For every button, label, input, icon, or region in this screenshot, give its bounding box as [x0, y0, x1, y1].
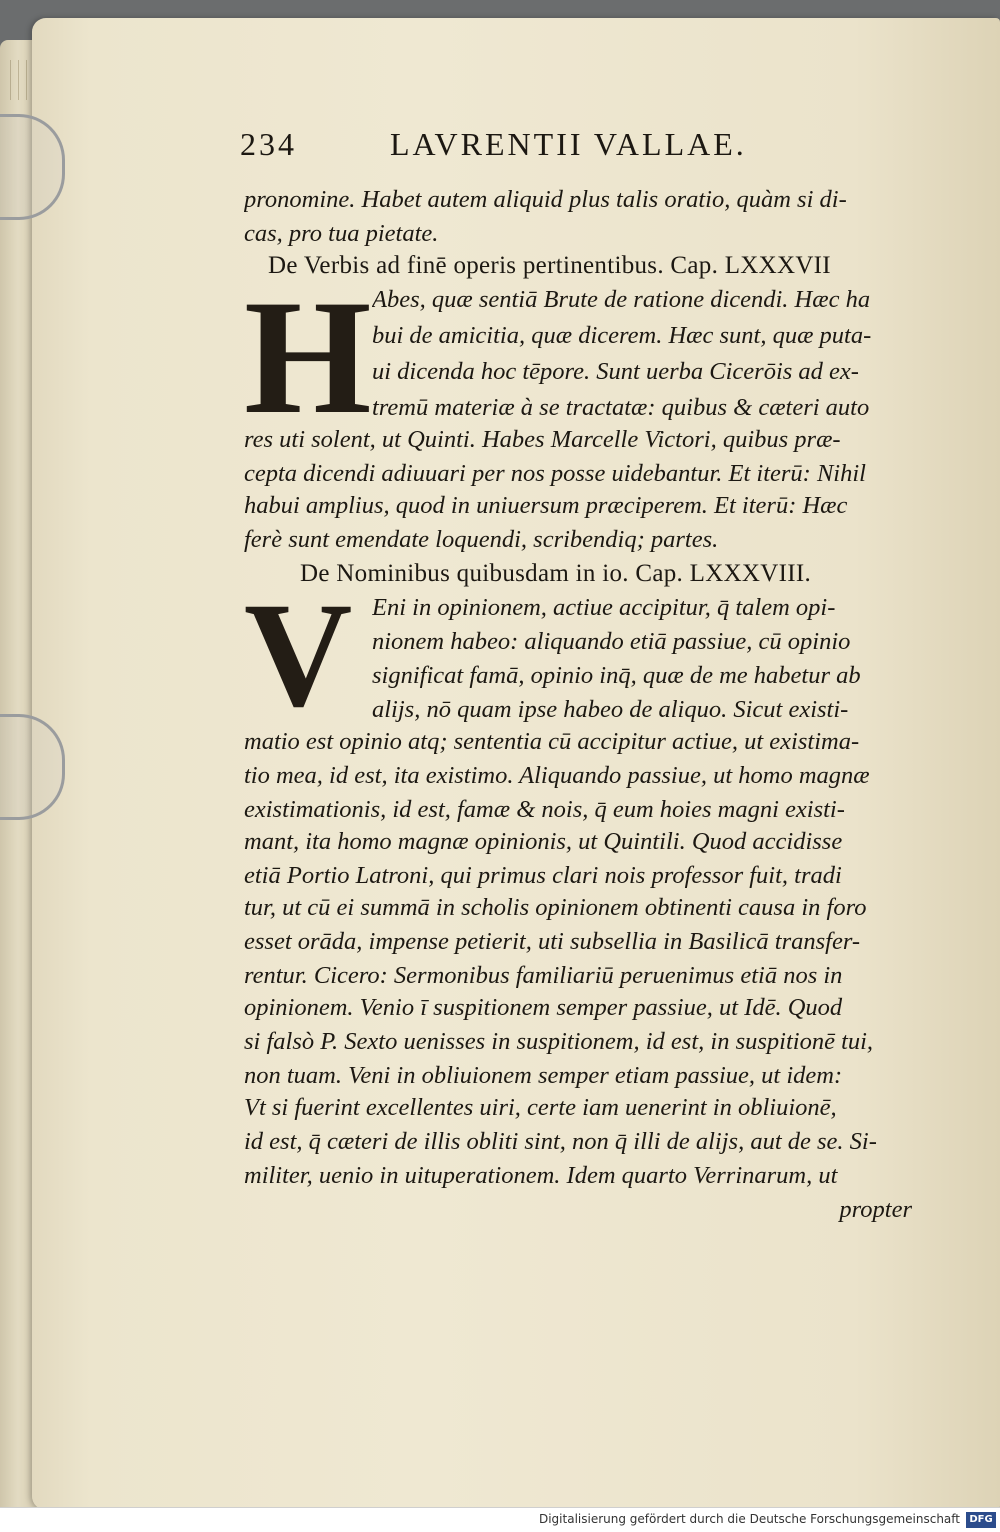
- text-line: Abes, quæ sentiā Brute de ratione dicendi. Hæc ha: [372, 286, 871, 313]
- text-line: militer, uenio in uituperationem. Idem quarto Verrinarum, ut: [244, 1162, 838, 1189]
- text-line: nionem habeo: aliquando etiā passiue, cū opinio: [372, 628, 851, 655]
- text-line: Eni in opinionem, actiue accipitur, q̄ talem opi-: [372, 594, 836, 621]
- drop-capital-h: H: [244, 267, 372, 448]
- text-line: significat famā, opinio inq̄, quæ de me habetur ab: [372, 662, 861, 689]
- page-number: 234: [240, 126, 297, 162]
- text-line: cas, pro tua pietate.: [244, 220, 439, 247]
- text-line: etiā Portio Latroni, qui primus clari nois professor fuit, tradi: [244, 862, 842, 889]
- text-line: esset orāda, impense petierit, uti subsellia in Basilicā transfer-: [244, 928, 861, 955]
- text-line: Vt si fuerint excellentes uiri, certe iam uenerint in obliuionē,: [244, 1094, 837, 1121]
- text-line: ui dicenda hoc tēpore. Sunt uerba Cicerōis ad ex-: [372, 358, 859, 385]
- text-line: tremū materiæ à se tractatæ: quibus & cæteri auto: [372, 394, 870, 421]
- text-line: matio est opinio atq; sententia cū accipitur actiue, ut existima-: [244, 728, 860, 755]
- text-line: alijs, nō quam ipse habeo de aliquo. Sicut existi-: [372, 696, 849, 723]
- footer-credit: Digitalisierung gefördert durch die Deutsche Forschungsgemeinschaft: [538, 1512, 960, 1526]
- text-line: existimationis, id est, famæ & nois, q̄ eum hoies magni existi-: [244, 796, 845, 823]
- text-line: bui de amicitia, quæ dicerem. Hæc sunt, quæ puta-: [372, 322, 872, 349]
- chapter-heading: De Verbis ad finē operis pertinentibus. Cap. LXXXVII: [268, 252, 831, 279]
- text-line: si falsò P. Sexto uenisses in suspitionem, id est, in suspitionē tui,: [244, 1028, 874, 1055]
- text-line: habui amplius, quod in uniuersum præciperem. Et iterū: Hæc: [244, 492, 848, 519]
- drop-capital-v: V: [244, 572, 353, 738]
- text-line: tio mea, id est, ita existimo. Aliquando passiue, ut homo magnæ: [244, 762, 870, 789]
- dfg-logo: DFG: [966, 1512, 996, 1528]
- text-line: mant, ita homo magnæ opinionis, ut Quintili. Quod accidisse: [244, 828, 843, 855]
- text-line: rentur. Cicero: Sermonibus familiariū peruenimus etiā nos in: [244, 962, 843, 989]
- text-line: pronomine. Habet autem aliquid plus talis oratio, quàm si di-: [244, 186, 847, 213]
- footer-bar: [0, 1507, 1000, 1532]
- text-line: tur, ut cū ei summā in scholis opinionem obtinenti causa in foro: [244, 894, 867, 921]
- chapter-heading: De Nominibus quibusdam in io. Cap. LXXXVIII.: [300, 560, 812, 587]
- text-line: cepta dicendi adiuuari per nos posse uidebantur. Et iterū: Nihil: [244, 460, 866, 487]
- text-line: ferè sunt emendate loquendi, scribendiq; partes.: [244, 526, 719, 553]
- running-head-title: LAVRENTII VALLAE.: [390, 126, 747, 162]
- text-line: id est, q̄ cæteri de illis obliti sint, non q̄ illi de alijs, aut de se. Si-: [244, 1128, 877, 1155]
- text-line: opinionem. Venio ī suspitionem semper passiue, ut Idē. Quod: [244, 994, 843, 1021]
- running-head: [240, 126, 800, 172]
- text-line: non tuam. Veni in obliuionem semper etiam passiue, ut idem:: [244, 1062, 843, 1089]
- catchword: propter: [839, 1196, 912, 1223]
- text-line: res uti solent, ut Quinti. Habes Marcelle Victori, quibus præ-: [244, 426, 841, 453]
